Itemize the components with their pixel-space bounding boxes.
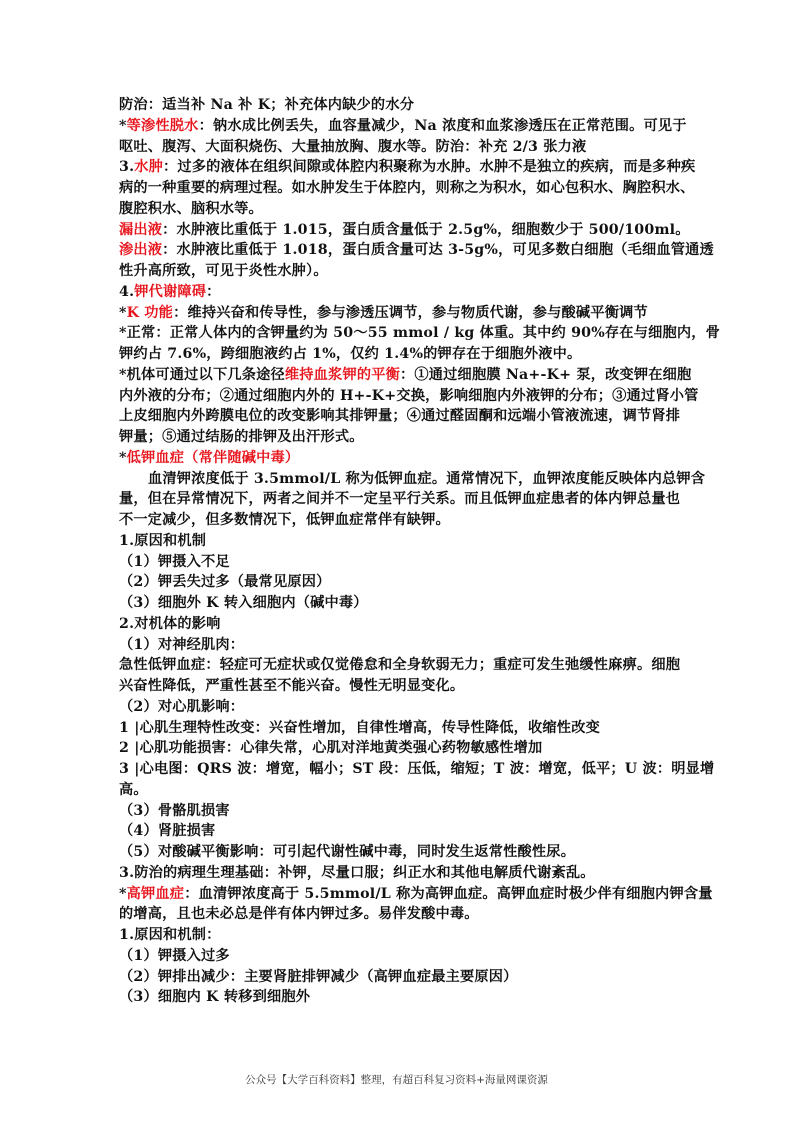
text-line <box>119 821 679 842</box>
text-line <box>119 157 696 178</box>
text-line <box>119 116 687 137</box>
highlighted-term: 漏出液 <box>119 221 163 238</box>
text-line <box>119 801 679 822</box>
text-segment: 1.原因和机制： <box>119 927 221 943</box>
text-segment: 兴奋性降低，严重性甚至不能兴奋。慢性无明显变化。 <box>119 678 465 694</box>
text-segment: （3）细胞外 K 转入细胞内（碱中毒） <box>119 595 368 611</box>
text-segment: 2.对机体的影响 <box>119 615 221 632</box>
text-line <box>119 655 679 676</box>
text-segment: （3）骨骼肌损害 <box>119 802 230 819</box>
text-segment: * <box>119 449 127 466</box>
text-segment: （2）钾排出减少：主要肾脏排钾减少（高钾血症最主要原因） <box>119 968 518 985</box>
document-body <box>119 95 721 1008</box>
text-segment: （1）钾摄入不足 <box>119 553 230 570</box>
text-line <box>119 738 679 759</box>
text-segment: 血清钾浓度低于 3.5mmol/L 称为低钾血症。通常情况下，血钾浓度能反映体内总钾含 <box>148 470 706 487</box>
text-segment: （1）对神经肌肉： <box>119 636 245 653</box>
text-line <box>119 593 679 614</box>
text-segment: 不一定减少，但多数情况下，低钾血症常伴有缺钾。 <box>119 512 450 528</box>
highlighted-term: 水肿 <box>134 159 163 176</box>
text-segment: 腹腔积水、脑积水等。 <box>119 200 263 217</box>
text-segment: 量，但在异常情况下，两者之间并不一定呈平行关系。而且低钾血症患者的体内钾总量也 <box>119 491 681 508</box>
highlighted-term: 渗出液 <box>119 242 163 259</box>
text-segment: ：维持兴奋和传导性，参与渗透压调节，参与物质代谢，参与酸碱平衡调节 <box>173 304 648 321</box>
text-line <box>119 572 679 593</box>
text-line <box>119 718 679 739</box>
text-segment: *机体可通过以下几条途径 <box>119 366 285 383</box>
text-line <box>119 448 679 469</box>
highlighted-term: 钾代谢障碍 <box>134 283 207 300</box>
text-line <box>119 967 679 988</box>
text-line <box>119 614 679 635</box>
text-line <box>119 863 679 884</box>
text-segment: （2）对心肌影响： <box>119 698 245 715</box>
text-segment: 3 |心电图：QRS 波：增宽，幅小；ST 段：压低，缩短；T 波：增宽，低平；U 波：明显增 <box>119 761 715 777</box>
text-line <box>119 365 692 386</box>
text-line <box>119 635 679 656</box>
text-line <box>119 489 679 510</box>
text-line <box>119 178 695 199</box>
text-segment: 钾量；⑤通过结肠的排钾及出汗形式。 <box>119 429 364 445</box>
text-line <box>119 386 699 407</box>
text-segment: 3. <box>119 159 135 176</box>
text-segment: * <box>119 117 127 134</box>
text-segment: ：①通过细胞膜 Na+-K+ 泵，改变钾在细胞 <box>400 366 692 383</box>
highlighted-term: K 功能 <box>126 304 174 321</box>
text-segment: 3.防治的病理生理基础：补钾，尽量口服；纠正水和其他电解质代谢紊乱。 <box>119 864 595 881</box>
highlighted-term: 维持血浆钾的平衡 <box>284 366 400 383</box>
text-line <box>119 510 679 531</box>
highlighted-term: 高钾血症 <box>126 885 185 902</box>
text-segment: 内外液的分布；②通过细胞内外的 H+-K+交换，影响细胞内外液钾的分布；③通过肾小管 <box>119 387 699 404</box>
highlighted-term: 等渗性脱水 <box>126 117 199 134</box>
text-segment: 2 |心肌功能损害：心律失常，心肌对洋地黄类强心药物敏感性增加 <box>119 740 543 757</box>
text-line <box>119 199 679 220</box>
text-line <box>119 904 679 925</box>
text-line <box>119 282 679 303</box>
text-line <box>119 427 679 448</box>
text-segment: 的增高，且也未必总是伴有体内钾过多。易伴发酸中毒。 <box>119 906 479 923</box>
text-segment: 上皮细胞内外跨膜电位的改变影响其排钾量；④通过醛固酮和远端小管液流速，调节肾排 <box>119 408 681 425</box>
text-segment: ： <box>206 283 221 300</box>
text-line <box>119 884 713 905</box>
text-line <box>119 697 679 718</box>
text-line <box>119 469 706 490</box>
text-segment: 防治：适当补 Na 补 K；补充体内缺少的水分 <box>119 97 415 113</box>
text-segment: 病的一种重要的病理过程。如水肿发生于体腔内，则称之为积水，如心包积水、胸腔积水、 <box>119 180 695 196</box>
text-line <box>119 220 690 241</box>
text-line <box>119 676 679 697</box>
text-line <box>119 406 679 427</box>
text-segment: 钾约占 7.6%，跨细胞液约占 1%，仅约 1.4%的钾存在于细胞外液中。 <box>119 346 582 362</box>
text-segment: 急性低钾血症：轻症可无症状或仅觉倦怠和全身软弱无力；重症可发生弛缓性麻痹。细胞 <box>119 657 681 674</box>
text-segment: ：水肿液比重低于 1.015，蛋白质含量低于 2.5g%，细胞数少于 500/100ml。 <box>162 221 690 238</box>
text-segment: * <box>119 304 127 321</box>
text-line <box>119 323 721 344</box>
text-segment: *正常：正常人体内的含钾量约为 50～55 mmol / kg 体重。其中约 90%存在与细胞内，骨 <box>119 325 721 342</box>
text-line <box>119 759 715 780</box>
text-line <box>119 240 714 261</box>
text-line <box>119 261 679 282</box>
text-line <box>119 925 679 946</box>
highlighted-term: 低钾血症（常伴随碱中毒） <box>126 449 300 466</box>
text-line <box>119 95 679 116</box>
page-footer: 公众号【大学百科资料】整理，有超百科复习资料+海量网课资源 <box>245 1074 548 1086</box>
text-segment: ：血清钾浓度高于 5.5mmol/L 称为高钾血症。高钾血症时极少伴有细胞内钾含量 <box>184 885 713 902</box>
text-line <box>119 531 679 552</box>
text-segment: ：钠水成比例丢失，血容量减少，Na 浓度和血浆渗透压在正常范围。可见于 <box>198 117 687 134</box>
text-segment: （1）钾摄入过多 <box>119 947 230 964</box>
text-segment: ：水肿液比重低于 1.018，蛋白质含量可达 3-5g%，可见多数白细胞（毛细血管通透 <box>162 242 714 259</box>
text-segment: 1 |心肌生理特性改变：兴奋性增加，自律性增高，传导性降低，收缩性改变 <box>119 719 600 736</box>
text-line <box>119 137 679 158</box>
text-segment: 4. <box>119 283 135 300</box>
text-segment: * <box>119 885 127 902</box>
text-segment: ：过多的液体在组织间隙或体腔内积聚称为水肿。水肿不是独立的疾病，而是多种疾 <box>163 159 696 176</box>
text-segment: （4）肾脏损害 <box>119 823 216 840</box>
text-segment: 1.原因和机制 <box>119 532 207 549</box>
text-line <box>119 552 679 573</box>
text-segment: （2）钾丢失过多（最常见原因） <box>119 574 331 591</box>
text-segment: （3）细胞内 K 转移到细胞外 <box>119 989 311 1006</box>
text-line <box>119 987 679 1008</box>
text-segment: 高。 <box>119 781 148 798</box>
text-segment: 呕吐、腹泻、大面积烧伤、大量抽放胸、腹水等。防治：补充 2/3 张力液 <box>119 138 587 155</box>
text-segment: 性升高所致，可见于炎性水肿）。 <box>119 263 328 279</box>
text-line <box>119 842 679 863</box>
text-segment: （5）对酸碱平衡影响：可引起代谢性碱中毒，同时发生返常性酸性尿。 <box>119 844 576 860</box>
text-line <box>119 344 679 365</box>
text-line <box>119 946 679 967</box>
text-line <box>119 303 679 324</box>
text-line <box>119 780 679 801</box>
